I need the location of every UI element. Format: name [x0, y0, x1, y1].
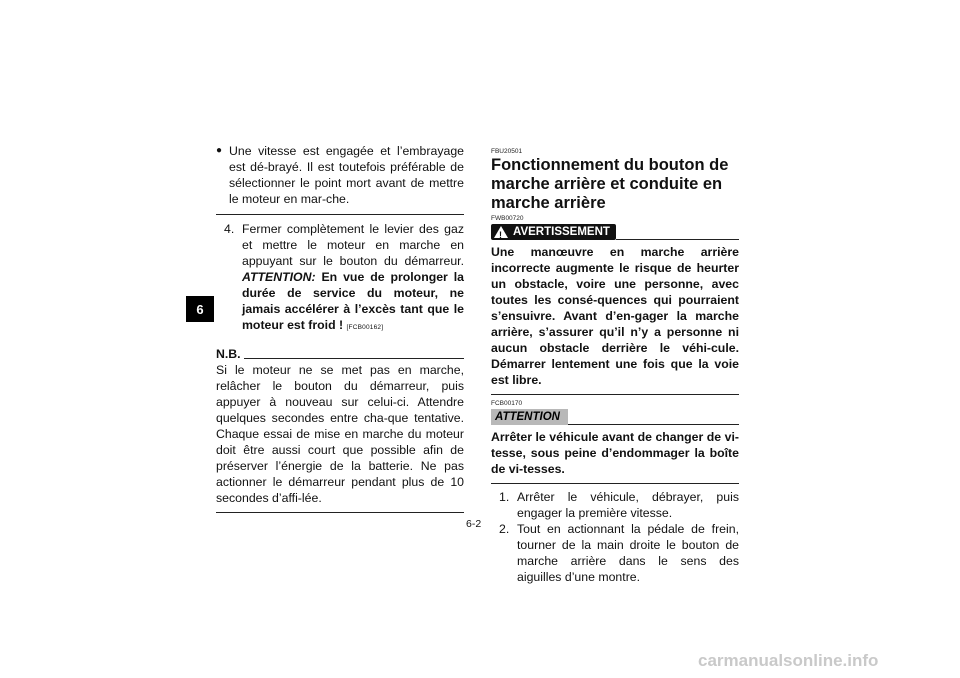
chapter-tab: 6	[186, 296, 214, 322]
warning-bar	[491, 223, 739, 241]
attention-end-rule	[491, 483, 739, 484]
attention-rule	[568, 424, 739, 425]
section-heading: Fonctionnement du bouton de marche arrière et conduite en marche arrière	[491, 156, 729, 212]
attention-badge: ATTENTION	[491, 409, 568, 425]
left-column	[216, 143, 464, 513]
section-code: FBU20501	[491, 148, 523, 155]
nb-text: Si le moteur ne se met pas en marche, relâcher le bouton du démarreur, puis appuyer à nouveau sur celui-ci. Attendre quelques secondes entre cha-que tentative. Chaque essai de mise en marche du moteur doit être aussi court que possible afin de préserver l’énergie de la batterie. Ne pas actionner le démarreur pendant plus de 10 secondes d’affi-lée.	[216, 363, 464, 505]
step-number: 2.	[499, 522, 510, 536]
step-2	[491, 521, 739, 585]
step-number: 1.	[499, 490, 510, 504]
watermark: carmanualsonline.info	[698, 651, 879, 670]
bullet-item	[216, 143, 464, 207]
step-text: Fermer complètement le levier des gaz et mettre le moteur en marche en appuyant sur le bouton du démarreur.	[242, 222, 464, 268]
attention-text: Arrêter le véhicule avant de changer de vi-tesse, sous peine d’endommager la boîte de vi-tesses.	[491, 430, 739, 476]
bullet-dot-icon: ●	[216, 145, 223, 156]
right-column	[491, 148, 739, 585]
step-text: Arrêter le véhicule, débrayer, puis engager la première vitesse.	[517, 490, 739, 520]
warning-label: AVERTISSEMENT	[513, 226, 610, 238]
nb-label: N.B.	[216, 347, 241, 361]
step-number: 4.	[224, 222, 235, 236]
warning-end-rule	[491, 394, 739, 395]
nb-header	[216, 346, 464, 362]
attention-code: FCB00170	[491, 400, 523, 407]
warning-badge	[491, 224, 616, 240]
warning-code: FWB00720	[491, 215, 524, 222]
warning-rule	[616, 239, 739, 240]
attention-text: En vue de prolonger la durée de service du moteur, ne jamais accélérer à l’excès tant que le moteur est froid !	[242, 270, 465, 332]
nb-end-rule	[216, 512, 464, 513]
attention-bar	[491, 408, 739, 426]
step-text: Tout en actionnant la pédale de frein, tourner de la main droite le bouton de marche arrière dans le sens des aiguilles d’une montre.	[517, 522, 739, 584]
warning-text: Une manœuvre en marche arrière incorrecte augmente le risque de heurter un obstacle, voire une personne, avec toutes les consé-quences qui pourraient s’ensuivre. Avant d’en-gager la marche arrière, s’assurer qu’il n’y a personne ni aucun obstacle derrière le véhi-cule. Démarrer lentement une fois que la voie est libre.	[491, 245, 739, 387]
attention-code: [FCB00162]	[346, 324, 384, 331]
step-4	[216, 221, 464, 336]
nb-rule	[244, 358, 464, 359]
step-1	[491, 489, 739, 521]
warning-triangle-icon	[494, 226, 508, 238]
page-number: 6-2	[466, 518, 482, 530]
nb-note	[216, 346, 464, 513]
divider	[216, 214, 464, 215]
bullet-text: Une vitesse est engagée et l’embrayage est dé-brayé. Il est toutefois préférable de sélectionner le point mort avant de mettre le moteur en mar-che.	[229, 144, 464, 206]
attention-label: ATTENTION:	[242, 270, 316, 284]
